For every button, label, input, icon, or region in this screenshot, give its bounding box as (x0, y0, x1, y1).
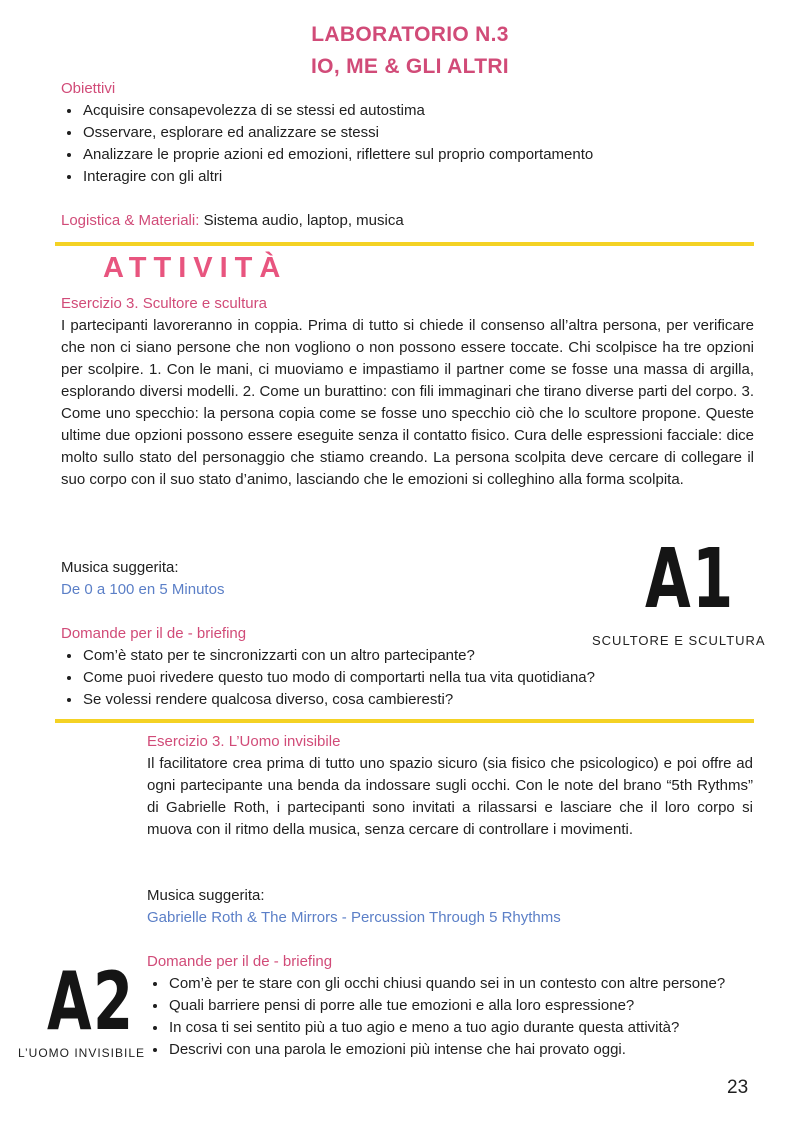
exercise2-music-title: Gabrielle Roth & The Mirrors - Percussion Through 5 Rhythms (147, 909, 561, 926)
exercise1-debrief-label: Domande per il de - briefing (61, 625, 247, 642)
exercise2-code: A2 (47, 955, 135, 1048)
exercise1-code: A1 (645, 532, 735, 627)
list-item: • Com’è per te stare con gli occhi chiusi quando sei in un contesto con altre persone? (168, 973, 748, 995)
exercise1-description: I partecipanti lavoreranno in coppia. Prima di tutto si chiede il consenso all’altra persona, per verificare che non ci siano persone che non vogliono o non possono essere toccate. Chi scolpisce ha tre opzioni per scolpire. 1. Con le mani, ci muoviamo e impastiamo il partner come se fosse una massa di argilla, esplorando diversi modelli. 2. Come un burattino: con fili immaginari che tirano diverse parti del corpo. 3. Come uno specchio: la persona copia come se fosse uno specchio ciò che lo scultore propone. Queste ultime due opzioni possono essere eseguite senza il contatto fisico. Cura delle espressioni facciale: dice molto sullo stato del personaggio che stiamo creando. La persona scolpita deve cercare di collegare il suo corpo con il suo stato d’animo, lasciando che le emozioni si colleghino alla forma scolpita. (61, 317, 754, 488)
list-item: • Se volessi rendere qualcosa diverso, cosa cambieresti? (82, 689, 742, 711)
page-number: 23 (727, 1077, 749, 1098)
exercise2-caption: L’UOMO INVISIBILE (18, 1046, 146, 1060)
exercise1-title: Esercizio 3. Scultore e scultura (61, 295, 267, 312)
divider (55, 719, 754, 723)
list-item: • Analizzare le proprie azioni ed emozioni, riflettere sul proprio comportamento (82, 144, 772, 166)
exercise2-title: Esercizio 3. L’Uomo invisibile (147, 733, 341, 750)
logistics-value: Sistema audio, laptop, musica (199, 212, 404, 229)
list-item: • Quali barriere pensi di porre alle tue emozioni e alla loro espressione? (168, 995, 748, 1017)
logistics-line (61, 210, 404, 232)
exercise1-questions (62, 645, 742, 711)
divider (55, 242, 754, 246)
list-item: • Come puoi rivedere questo tuo modo di comportarti nella tua vita quotidiana? (82, 667, 742, 689)
objectives-label: Obiettivi (61, 80, 116, 97)
exercise2-description: Il facilitatore crea prima di tutto uno spazio sicuro (sia fisico che psicologico) e poi offre ad ogni partecipante una benda da indossare sugli occhi. Con le note del brano “5th Rythms” di Gabrielle Roth, i partecipanti sono invitati a rilassarsi e lasciare che il loro corpo si muova con il ritmo della musica, senza cercare di controllare i movimenti. (147, 755, 753, 838)
objectives-list (62, 100, 772, 188)
activity-heading: ATTIVITÀ (103, 252, 288, 284)
list-item: • Osservare, esplorare ed analizzare se stessi (82, 122, 772, 144)
list-item: • Interagire con gli altri (82, 166, 772, 188)
lab-subtitle: IO, ME & GLI ALTRI (311, 55, 509, 78)
exercise1-music-title: De 0 a 100 en 5 Minutos (61, 581, 225, 598)
list-item: • Descrivi con una parola le emozioni più intense che hai provato oggi. (168, 1039, 748, 1061)
exercise1-caption: SCULTORE E SCULTURA (592, 633, 766, 648)
exercise2-music-label: Musica suggerita: (147, 887, 265, 904)
list-item: • Acquisire consapevolezza di se stessi ed autostima (82, 100, 772, 122)
list-item: • Com’è stato per te sincronizzarti con un altro partecipante? (82, 645, 742, 667)
exercise2-debrief-label: Domande per il de - briefing (147, 953, 333, 970)
exercise1-music-label: Musica suggerita: (61, 559, 179, 576)
exercise2-questions (148, 973, 748, 1061)
logistics-label: Logistica & Materiali: (61, 212, 200, 229)
lab-title: LABORATORIO N.3 (311, 23, 509, 46)
list-item: • In cosa ti sei sentito più a tuo agio e meno a tuo agio durante questa attività? (168, 1017, 748, 1039)
